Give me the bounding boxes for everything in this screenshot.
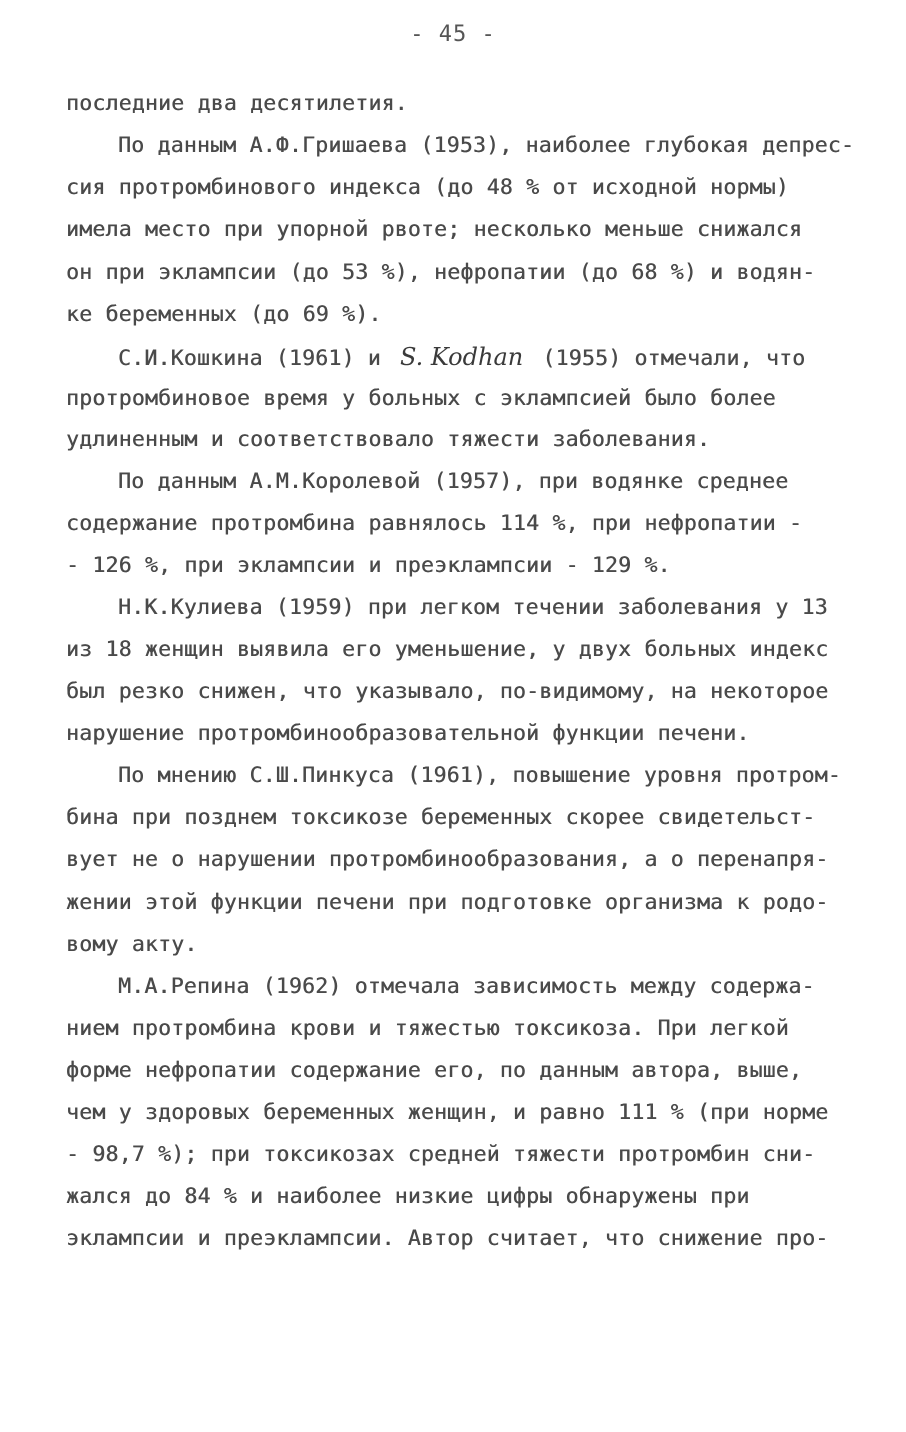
handwritten-name: S. Kodhan	[400, 343, 524, 371]
text-line: он при эклампсии (до 53 %), нефропатии (до 68 %) и водян-	[66, 260, 816, 285]
text-line: М.А.Репина (1962) отмечала зависимость между содержа-	[118, 974, 815, 999]
text-line: последние два десятилетия.	[66, 91, 408, 116]
text-line: жался до 84 % и наиболее низкие цифры обнаружены при	[66, 1184, 750, 1209]
text-line: - 98,7 %); при токсикозах средней тяжести протромбин сни-	[66, 1142, 816, 1167]
text-line: удлиненным и соответствовало тяжести заболевания.	[66, 427, 711, 452]
page-number: - 45 -	[410, 22, 496, 47]
text-line: жении этой функции печени при подготовке организма к родо-	[66, 890, 829, 915]
text-segment: (1955) отмечали, что	[542, 346, 806, 371]
text-line: нарушение протромбинообразовательной функции печени.	[66, 721, 750, 746]
text-line: из 18 женщин выявила его уменьшение, у двух больных индекс	[66, 637, 829, 662]
text-line: был резко снижен, что указывало, по-видимому, на некоторое	[66, 679, 829, 704]
text-line: ке беременных (до 69 %).	[66, 302, 382, 327]
text-line: форме нефропатии содержание его, по данным автора, выше,	[66, 1058, 803, 1083]
text-line: вует не о нарушении протромбинообразования, а о перенапря-	[66, 847, 829, 872]
text-line: По данным А.Ф.Гришаева (1953), наиболее глубокая депрес-	[118, 133, 855, 158]
text-line: протромбиновое время у больных с эклампсией было более	[66, 386, 776, 411]
text-line: сия протромбинового индекса (до 48 % от исходной нормы)	[66, 175, 789, 200]
text-line: По данным А.М.Королевой (1957), при водянке среднее	[118, 469, 789, 494]
text-line: нием протромбина крови и тяжестью токсикоза. При легкой	[66, 1016, 789, 1041]
text-line-with-handwriting	[118, 342, 898, 374]
text-line: По мнению С.Ш.Пинкуса (1961), повышение уровня протром-	[118, 763, 841, 788]
text-line: Н.К.Кулиева (1959) при легком течении заболевания у 13	[118, 595, 828, 620]
text-line: вому акту.	[66, 932, 198, 957]
text-line: эклампсии и преэклампсии. Автор считает, что снижение про-	[66, 1226, 829, 1251]
text-segment: С.И.Кошкина (1961) и	[118, 346, 381, 371]
text-line: чем у здоровых беременных женщин, и равно 111 % (при норме	[66, 1100, 829, 1125]
text-line: имела место при упорной рвоте; несколько меньше снижался	[66, 217, 803, 242]
text-line: - 126 %, при эклампсии и преэклампсии - 129 %.	[66, 553, 671, 578]
text-line: бина при позднем токсикозе беременных скорее свидетельст-	[66, 805, 816, 830]
text-line: содержание протромбина равнялось 114 %, при нефропатии -	[66, 511, 803, 536]
